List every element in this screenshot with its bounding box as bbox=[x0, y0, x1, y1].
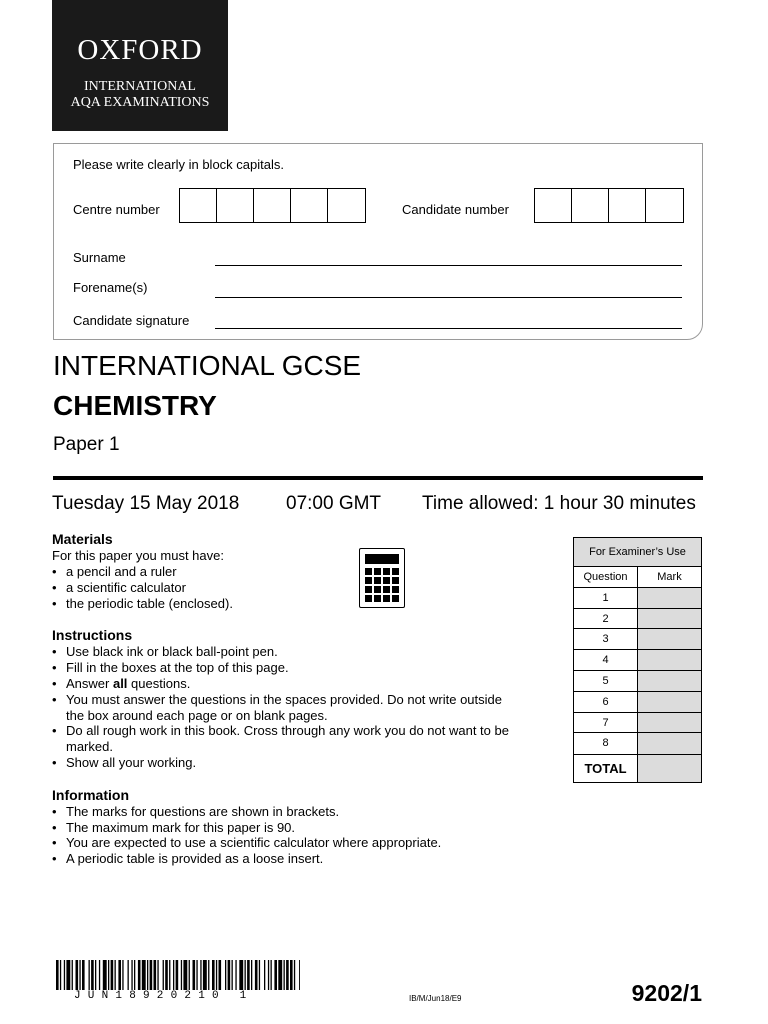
block-capitals-instruction: Please write clearly in block capitals. bbox=[73, 157, 284, 172]
instructions-heading: Instructions bbox=[52, 627, 133, 643]
barcode-graphic bbox=[56, 960, 300, 990]
information-item: • The maximum mark for this paper is 90. bbox=[52, 820, 296, 835]
centre-number-digit-box[interactable] bbox=[328, 189, 365, 222]
information-item: • The marks for questions are shown in brackets. bbox=[52, 804, 340, 819]
information-item-text: The marks for questions are shown in brackets. bbox=[66, 804, 340, 819]
subject-title: CHEMISTRY bbox=[53, 390, 217, 421]
materials-heading: Materials bbox=[52, 531, 113, 547]
question-number: 1 bbox=[574, 588, 638, 608]
instruction-item-text: Show all your working. bbox=[66, 755, 197, 770]
instruction-item: • You must answer the questions in the spaces provided. Do not write outside the box around each page or on blank pages. bbox=[52, 692, 502, 723]
table-row bbox=[574, 692, 701, 713]
paper-code: 9202/1 bbox=[631, 980, 702, 1006]
table-row bbox=[574, 650, 701, 671]
centre-number-digit-box[interactable] bbox=[254, 189, 291, 222]
time-allowed: Time allowed: 1 hour 30 minutes bbox=[422, 493, 696, 514]
candidate-details-box bbox=[53, 143, 703, 340]
centre-number-boxes[interactable] bbox=[179, 188, 366, 223]
instruction-item: • Fill in the boxes at the top of this page. bbox=[52, 660, 289, 675]
instruction-item: • Answer all questions. bbox=[52, 676, 191, 691]
examiners-use-title: For Examiner’s Use bbox=[574, 538, 701, 567]
materials-item: • a pencil and a ruler bbox=[52, 564, 177, 579]
mark-cell[interactable] bbox=[638, 733, 701, 754]
table-row bbox=[574, 588, 701, 609]
centre-number-digit-box[interactable] bbox=[217, 189, 254, 222]
materials-item-text: a scientific calculator bbox=[66, 580, 186, 595]
question-number: 8 bbox=[574, 733, 638, 754]
forenames-field[interactable] bbox=[215, 297, 682, 298]
question-number: 7 bbox=[574, 713, 638, 733]
instruction-item: • Do all rough work in this book. Cross through any work you do not want to be marked. bbox=[52, 723, 509, 754]
table-row bbox=[574, 733, 701, 754]
mark-cell[interactable] bbox=[638, 650, 701, 670]
information-item: • You are expected to use a scientific calculator where appropriate. bbox=[52, 835, 442, 850]
question-number: 6 bbox=[574, 692, 638, 712]
exam-time: 07:00 GMT bbox=[286, 493, 382, 514]
mark-cell[interactable] bbox=[638, 671, 701, 691]
instruction-item-text: Do all rough work in this book. Cross through any work you do not want to be marked. bbox=[66, 723, 509, 754]
forenames-label: Forename(s) bbox=[73, 280, 148, 295]
answer-all-pre: Answer bbox=[66, 676, 113, 691]
reference-code: IB/M/Jun18/E9 bbox=[409, 994, 462, 1003]
candidate-number-digit-box[interactable] bbox=[535, 189, 572, 222]
instruction-item-text: Use black ink or black ball-point pen. bbox=[66, 644, 278, 659]
examiners-use-table bbox=[573, 537, 702, 783]
instruction-item: • Use black ink or black ball-point pen. bbox=[52, 644, 278, 659]
mark-cell[interactable] bbox=[638, 609, 701, 629]
mark-cell[interactable] bbox=[638, 629, 701, 649]
mark-cell[interactable] bbox=[638, 692, 701, 712]
information-item-text: The maximum mark for this paper is 90. bbox=[66, 820, 296, 835]
logo-line-1: INTERNATIONAL bbox=[84, 79, 196, 94]
candidate-number-digit-box[interactable] bbox=[646, 189, 683, 222]
oxford-aqa-logo bbox=[52, 0, 228, 131]
centre-number-label: Centre number bbox=[73, 202, 160, 217]
candidate-number-digit-box[interactable] bbox=[572, 189, 609, 222]
logo-brand: OXFORD bbox=[77, 34, 203, 66]
barcode-number: JUN18920210 1 bbox=[74, 990, 254, 1002]
table-row bbox=[574, 713, 701, 734]
exam-title: INTERNATIONAL GCSE bbox=[53, 350, 362, 381]
information-item-text: You are expected to use a scientific calculator where appropriate. bbox=[66, 835, 442, 850]
instruction-item-text: Fill in the boxes at the top of this page. bbox=[66, 660, 289, 675]
paper-label: Paper 1 bbox=[53, 434, 120, 455]
materials-intro: For this paper you must have: bbox=[52, 548, 224, 563]
materials-item-text: the periodic table (enclosed). bbox=[66, 596, 233, 611]
materials-item-text: a pencil and a ruler bbox=[66, 564, 177, 579]
candidate-number-label: Candidate number bbox=[402, 202, 509, 217]
centre-number-digit-box[interactable] bbox=[180, 189, 217, 222]
total-label: TOTAL bbox=[574, 755, 638, 782]
centre-number-digit-box[interactable] bbox=[291, 189, 328, 222]
instruction-item-text: You must answer the questions in the spaces provided. Do not write outside the box around each page or on blank pages. bbox=[66, 692, 502, 723]
information-item: • A periodic table is provided as a loose insert. bbox=[52, 851, 324, 866]
answer-all-bold: all bbox=[112, 676, 128, 691]
surname-field[interactable] bbox=[215, 265, 682, 266]
answer-all-post: questions. bbox=[127, 676, 191, 691]
table-row bbox=[574, 629, 701, 650]
question-column-header: Question bbox=[574, 567, 638, 587]
exam-date: Tuesday 15 May 2018 bbox=[52, 493, 240, 514]
table-header-row bbox=[574, 567, 701, 588]
signature-label: Candidate signature bbox=[73, 313, 190, 328]
total-row bbox=[574, 754, 701, 782]
information-heading: Information bbox=[52, 787, 129, 803]
candidate-number-boxes[interactable] bbox=[534, 188, 684, 223]
signature-field[interactable] bbox=[215, 328, 682, 329]
logo-subtitle bbox=[52, 79, 228, 111]
mark-column-header: Mark bbox=[638, 567, 701, 587]
information-item-text: A periodic table is provided as a loose insert. bbox=[66, 851, 324, 866]
calculator-icon bbox=[359, 548, 405, 608]
table-row bbox=[574, 609, 701, 630]
question-number: 2 bbox=[574, 609, 638, 629]
total-mark-cell[interactable] bbox=[638, 755, 701, 782]
question-number: 3 bbox=[574, 629, 638, 649]
surname-label: Surname bbox=[73, 250, 126, 265]
question-number: 4 bbox=[574, 650, 638, 670]
candidate-number-digit-box[interactable] bbox=[609, 189, 646, 222]
materials-item: • the periodic table (enclosed). bbox=[52, 596, 233, 611]
table-row bbox=[574, 671, 701, 692]
instruction-item: • Show all your working. bbox=[52, 755, 197, 770]
heading-divider bbox=[53, 476, 703, 480]
materials-item: • a scientific calculator bbox=[52, 580, 186, 595]
logo-line-2: AQA EXAMINATIONS bbox=[70, 95, 210, 110]
mark-cell[interactable] bbox=[638, 588, 701, 608]
question-number: 5 bbox=[574, 671, 638, 691]
mark-cell[interactable] bbox=[638, 713, 701, 733]
